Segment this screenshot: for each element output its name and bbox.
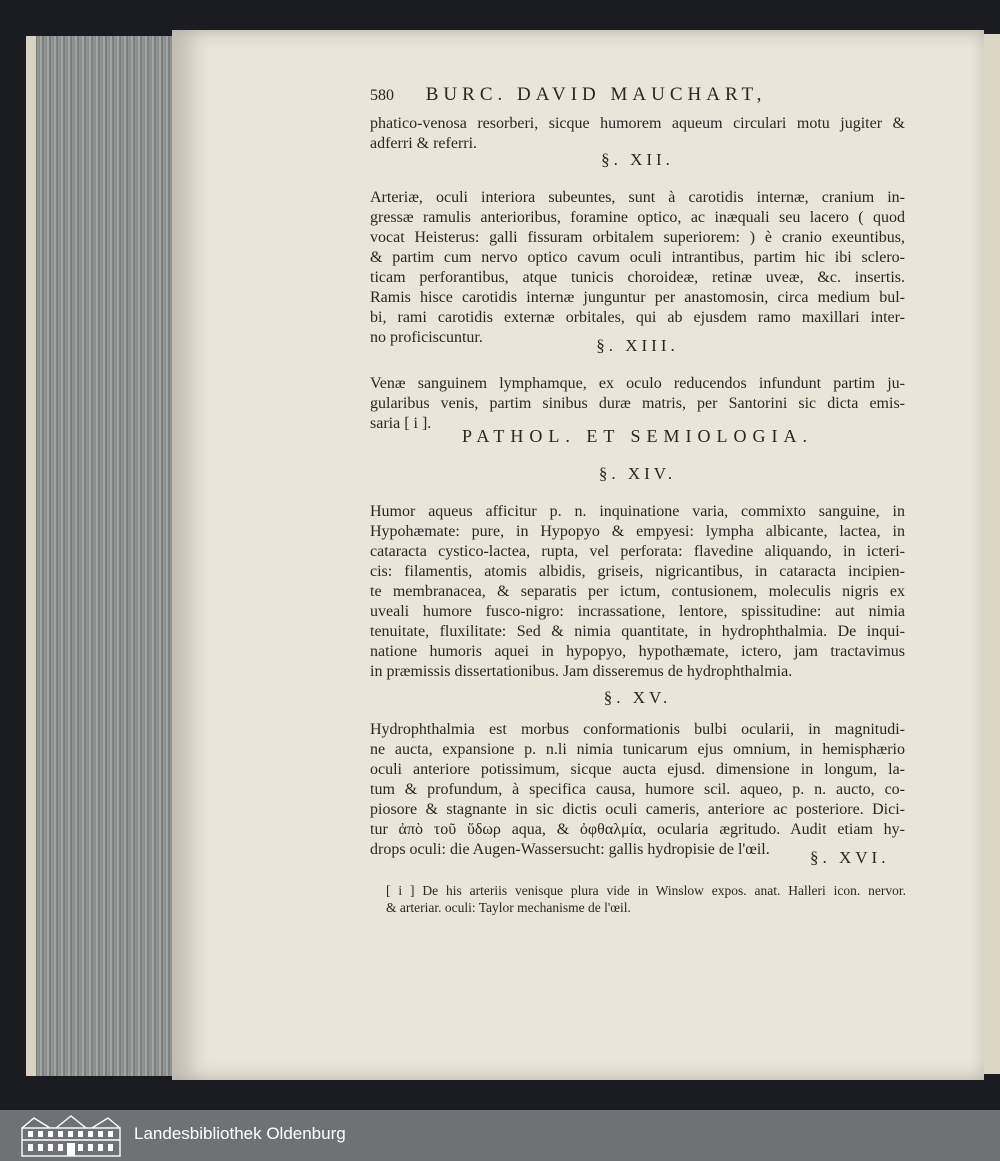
text-line: Hypohæmate: pure, in Hypopyo & empyesi: lympha albicante, lactea, in: [370, 523, 905, 540]
text-line: oculi anteriore potissimum, sicque aucta ejusd. dimensione in longum, la-: [370, 761, 905, 778]
text-line: cis: filamentis, atomis albidis, griseis, nigricantibus, in cataracta incipien-: [370, 563, 905, 580]
text-line: saria [ i ].: [370, 415, 432, 432]
text-line: Venæ sanguinem lymphamque, ex oculo reducendos infundunt partim ju-: [370, 375, 905, 392]
text-line: & partim cum nervo optico cavum oculi intrantibus, partim hic ibi sclero-: [370, 249, 905, 266]
section-xiii-paragraph: [370, 374, 905, 434]
section-xiii-heading: §. XIII.: [596, 336, 679, 355]
text-line: Hydrophthalmia est morbus conformationis bulbi ocularii, in magnitudi-: [370, 721, 905, 738]
text-line: bi, rami carotidis externæ orbitales, qui ab ejusdem ramo maxillari inter-: [370, 309, 905, 326]
footnote-line: [ i ] De his arteriis venisque plura vide in Winslow expos. anat. Halleri icon. nervor.: [386, 883, 906, 898]
text-line: Arteriæ, oculi interiora subeuntes, sunt à carotidis internæ, cranium in-: [370, 189, 905, 206]
text-line: phatico-venosa resorberi, sicque humorem aqueum circulari motu jugiter &: [370, 115, 905, 132]
section-xv-paragraph: [370, 720, 905, 860]
text-line: gressæ ramulis anterioribus, foramine optico, ac inæquali seu lacero ( quod: [370, 209, 905, 226]
section-xiv-heading: §. XIV.: [598, 464, 677, 483]
text-line: no proficiscuntur.: [370, 329, 483, 346]
library-building-icon: [20, 1114, 122, 1158]
text-line: Ramis hisce carotidis internæ junguntur per anastomosin, circa medium bul-: [370, 289, 905, 306]
text-line: cataracta cystico-lactea, rupta, vel perforata: flavedine aliquando, in icteri-: [370, 543, 905, 560]
text-line: gularibus venis, partim sinibus duræ matris, per Santorini sic dicta emis-: [370, 395, 905, 412]
section-xii-paragraph: [370, 188, 905, 348]
text-line: in præmissis dissertationibus. Jam disseremus de hydrophthalmia.: [370, 663, 793, 680]
facing-page-edge: [984, 34, 1000, 1074]
text-line: vocat Heisterus: galli fissuram orbitalem superiorem: ) è cranio exeuntibus,: [370, 229, 905, 246]
section-xv-heading: §. XV.: [603, 688, 672, 707]
footnote: [386, 882, 906, 916]
text-line: tenuitate, fluxilitate: Sed & nimia quantitate, in hydrophthalmia. De inqui-: [370, 623, 905, 640]
text-line: ticam perforantibus, atque tunicis choroideæ, retinæ uveæ, &c. insertis.: [370, 269, 905, 286]
section-xiv-paragraph: [370, 502, 905, 682]
library-name: Landesbibliothek Oldenburg: [134, 1124, 346, 1143]
pathol-heading: PATHOL. ET SEMIOLOGIA.: [461, 426, 813, 446]
text-line: ne aucta, expansione p. n.li nimia tunicarum ejus omnium, in hemisphærio: [370, 741, 905, 758]
text-line: uveali humore fusco-nigro: incrassatione, lentore, spissitudine: aut nimia: [370, 603, 905, 620]
running-title: BURC. DAVID MAUCHART,: [425, 84, 767, 105]
book-fore-edge: [26, 36, 174, 1076]
footnote-line: & arteriar. oculi: Taylor mechanisme de l'œil.: [386, 900, 631, 915]
text-line: piosore & stagnante in sic dictis oculi cameris, anteriore ac posteriore. Dici-: [370, 801, 905, 818]
text-line: adferri & referri.: [370, 135, 478, 152]
text-line: Humor aqueus afficitur p. n. inquinatione varia, commixto sanguine, in: [370, 503, 905, 520]
section-xvi-catchword: §. XVI.: [810, 848, 890, 867]
intro-paragraph: [370, 114, 905, 154]
running-header: [370, 84, 905, 106]
text-line: tum & profundum, à specifica causa, humore scil. aqueo, p. n. aucto, co-: [370, 781, 905, 798]
page-number: 580: [370, 87, 394, 104]
text-line: te membranacea, & separatis per ictum, contusionem, moleculis nigris ex: [370, 583, 905, 600]
text-line: tur ἀπὸ τοῦ ὕδωρ aqua, & ὀφθαλμία, ocularia ægritudo. Audit etiam hy-: [370, 821, 905, 838]
text-line: natione humoris aquei in hypopyo, hypothæmate, ictero, jam tractavimus: [370, 643, 905, 660]
text-line: drops oculi: die Augen-Wassersucht: gallis hydropisie de l'œil.: [370, 841, 770, 858]
section-xii-heading: §. XII.: [601, 150, 674, 169]
